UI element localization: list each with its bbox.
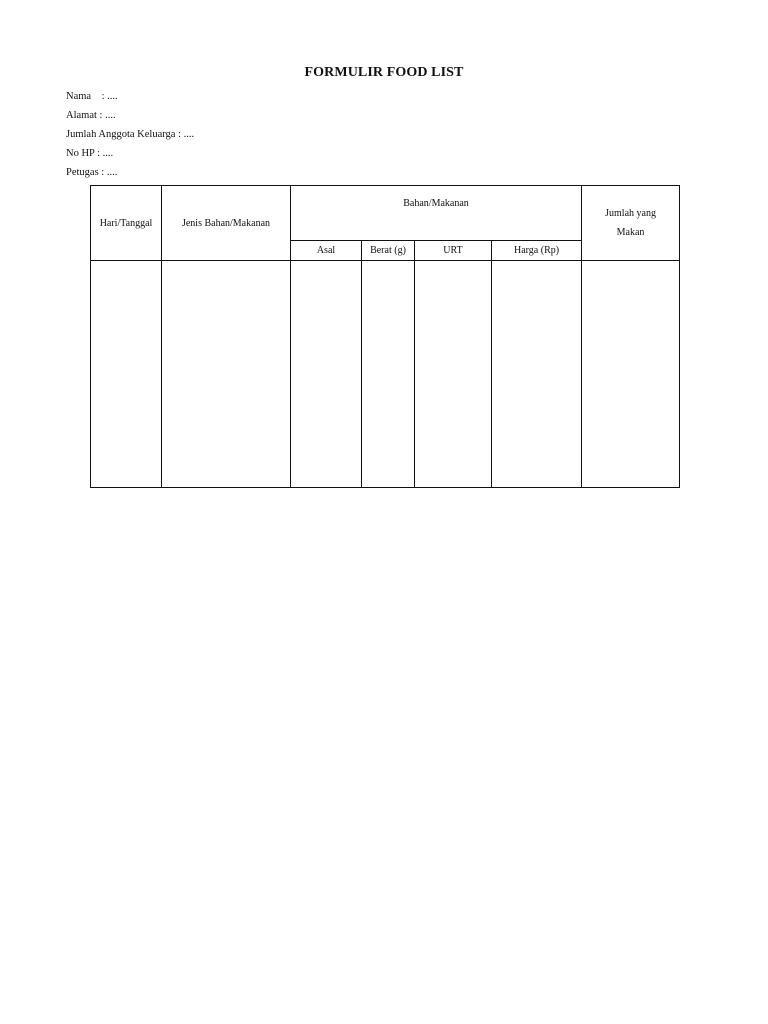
header-jumlah-line2: Makan <box>616 227 645 238</box>
header-jumlah-yang-makan <box>582 186 680 261</box>
field-nama: Nama : .... <box>66 91 118 102</box>
field-jumlah-anggota-keluarga: Jumlah Anggota Keluarga : .... <box>66 129 195 140</box>
cell-jenis-bahan-makanan <box>162 261 291 488</box>
cell-berat <box>362 261 415 488</box>
subheader-berat: Berat (g) <box>362 241 415 261</box>
table-row <box>91 261 680 488</box>
subheader-harga: Harga (Rp) <box>492 241 582 261</box>
cell-asal <box>291 261 362 488</box>
subheader-asal: Asal <box>291 241 362 261</box>
header-jumlah-line1: Jumlah yang <box>605 208 656 219</box>
header-bahan-label: Bahan/Makanan <box>403 198 469 209</box>
subheader-urt: URT <box>415 241 492 261</box>
header-hari-tanggal-label: Hari/Tanggal <box>99 217 153 229</box>
cell-urt <box>415 261 492 488</box>
table-header-row <box>91 186 680 241</box>
field-petugas: Petugas : .... <box>66 167 118 178</box>
header-bahan-makanan <box>291 186 582 241</box>
page-title: FORMULIR FOOD LIST <box>304 65 464 80</box>
cell-jumlah-yang-makan <box>582 261 680 488</box>
header-jenis-bahan-makanan <box>162 186 291 261</box>
header-hari-tanggal <box>91 186 162 261</box>
cell-hari-tanggal <box>91 261 162 488</box>
cell-harga <box>492 261 582 488</box>
field-alamat: Alamat : .... <box>66 110 116 121</box>
food-list-table <box>90 185 680 488</box>
field-no-hp: No HP : .... <box>66 148 114 159</box>
header-jenis-label: Jenis Bahan/Makanan <box>181 217 271 229</box>
